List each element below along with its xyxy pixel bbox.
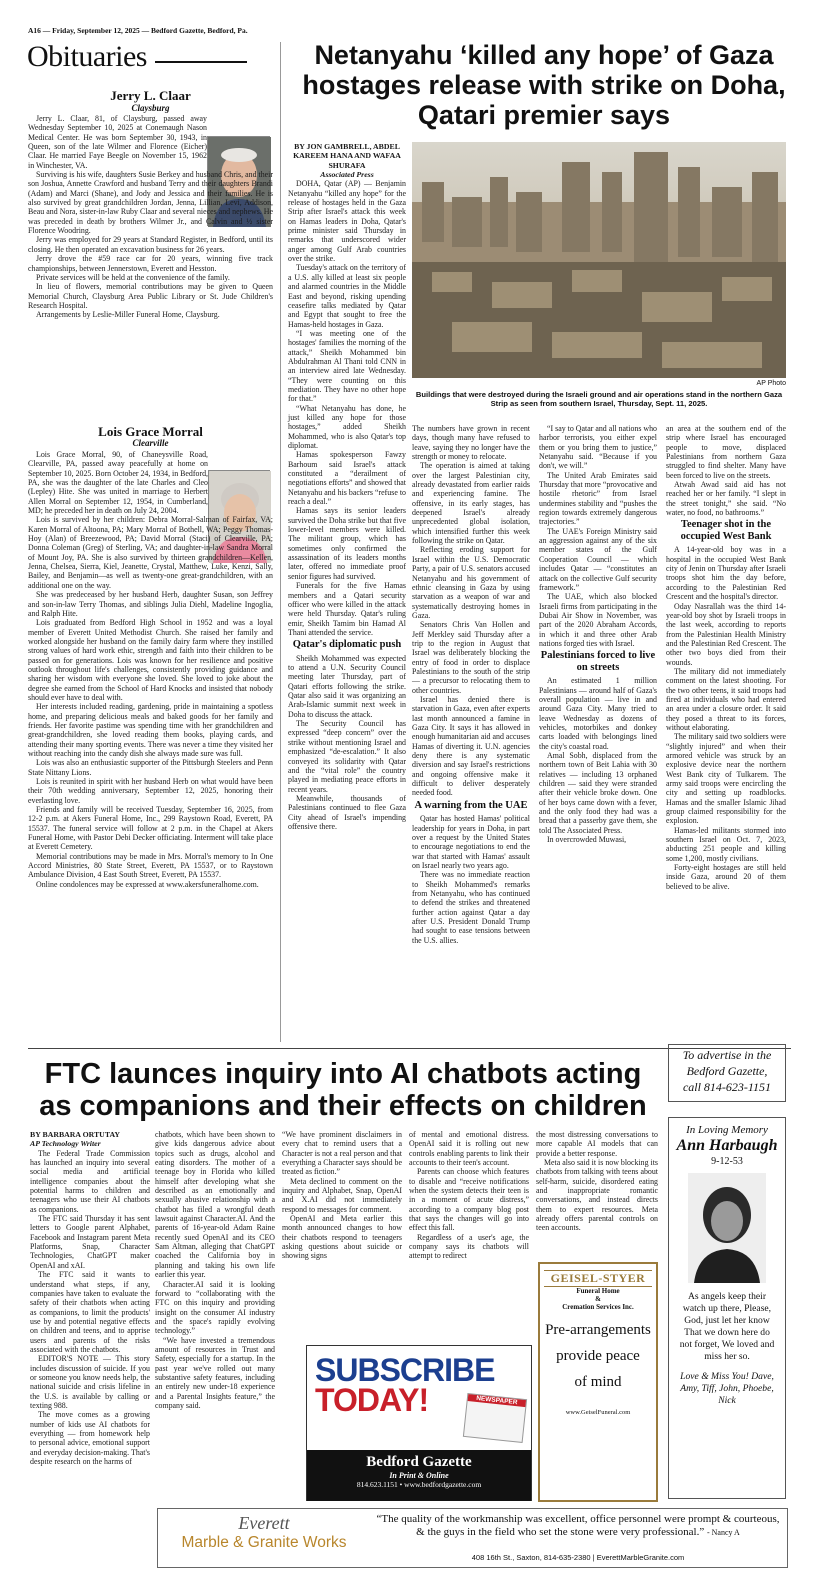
newspaper-graphic: [463, 1393, 527, 1443]
obit-body-morral: Lois Grace Morral, 90, of Chaneysville Road, Clearville, PA, passed away peacefully at home on September 10, 2025. Born October 24, 1934, in Bedford, PA, she was the daughter of the late Charles and Cleo (Lepley) Hite. She was united in marriage to Herbert Allen Morral on September 12, 1954, in Cumberland, MD; he preceded her in death on July 24, 2004. Lois is survived by her children: Debra Morral-Salman of Fairfax, VA; Karen Morral of Altoona, PA; Mary Morral of Bothell, WA; Peggy Thomas-Hoy (Alan) of Breezewood, PA; David Morral (Staci) of Clearville, PA; Donna Coleman (Greg) of Sterling, VA; and daughter-in-law Sandra Morral of Mount Joy, PA. She is also survived by thirteen grandchildren—Kellen, Jenna, Chelsea, Sierra, Kiel, Jeanette, Crystal, Matthew, Luke, Kenzi, Sally, Bailey, and Benjamin—as well as twenty-one great-grandchildren, with an additional one on the way. She was predeceased by her husband Herb, daughter Susan, son Jeffrey and son-in-law Terry Thomas, and siblings Julia Diehl, Madeline Ingoglia, and Ralph Hite. Lois graduated from Bedford High School in 1952 and was a loyal member of Everett United Methodist Church. She raised her family and worked alongside her husband on the family dairy farm where they instilled strong values of hard work ethic, strength and faith into their children to be passed on for generations. Lois was known for her resilience and positive outlook throughout life's challenges, consistently providing guidance and sharing her wisdom with everyone she loved. She loved to joke about the degree she earned from the School of Hard Knocks and insisted that nobody should ever have to deal with. Her interests included reading, gardening, pride in maintaining a spotless home, and preparing delicious meals and baked goods for her family and friends. Her favorite pastime was spending time with her grandchildren and great-grandchildren, she loved reading them books, playing cards, and attending their many sporting events. There was never a time they visited her without reaching into the candy dish she always made sure was full. Lois was also an enthusiastic supporter of the Pittsburgh Steelers and Penn State Nittany Lions. Lois is reunited in spirit with her husband Herb on what would have been their 70th wedding anniversary, September 12, 2025, honoring their everlasting love. Friends and family will be received Tuesday, September 16, 2025, from 12-2 p.m. at Akers Funeral Home, Inc., 299 Raystown Road, Everett, PA 15537. The funeral service will follow at 2 p.m. in the Chapel at Akers Funeral Home, with Pastor Debi Decker officiating. Interment will take place at Everett Cemetery. Memorial contributions may be made in Mrs. Morral's memory to In One Accord Ministries, 80 State Street, Everett, PA 15537, or to Raystown Ambulance Division, 4 East South Street, Everett, PA 15537. Online condolences may be expressed at www.akersfuneralhome.com.: [28, 450, 273, 889]
obit-town-morral: Clearville: [132, 438, 169, 448]
story2-col2: chatbots, which have been shown to give kids dangerous advice about topics such as drugs, alcohol and eating disorders. The mother of a teenage boy in Florida who killed himself after developing what she described as an emotionally and sexually abusive relationship with a chatbot has filed a wrongful death lawsuit against Character.AI. And the parents of 16-year-old Adam Raine recently sued OpenAI and its CEO Sam Altman, alleging that ChatGPT coached the California boy in planning and taking his own life earlier this year. Character.AI said it is looking forward to “collaborating with the FTC on this inquiry and providing insight on the consumer AI industry and the space's rapidly evolving technology.” “We have invested a tremendous amount of resources in Trust and Safety, especially for a startup. In the past year we've rolled out many substantive safety features, including an entirely new under-18 experience and a Parental Insights feature,” the company said.: [155, 1130, 275, 1410]
marble-name: Marble & Granite Works: [181, 1534, 347, 1551]
story1-headline: Netanyahu ‘killed any hope’ of Gaza hostages release with strike on Doha, Qatari premier says: [302, 40, 786, 130]
memory-title: In Loving Memory: [686, 1124, 768, 1136]
subscribe-word: SUBSCRIBE: [315, 1352, 495, 1388]
section-title: Obituaries: [27, 40, 277, 72]
marble-quote: “The quality of the workmanship was excellent, office personnel were prompt & courteous, & the guys in the field who set the stone were very professional.”: [376, 1513, 780, 1538]
story2-col1: BY BARBARA ORTUTAY AP Technology Writer The Federal Trade Commission has launched an inquiry into several social media and artificial intelligence companies about the potential harms to children and teenagers who use their AI chatbots as companions. The FTC said Thursday it has sent letters to Google parent Alphabet, Facebook and Instagram parent Meta Platforms, Snap, Character Technologies, ChatGPT maker OpenAI and xAI. The FTC said it wants to understand what steps, if any, companies have taken to evaluate the safety of their chatbots when acting as companions, to limit the products' use by and potential negative effects on children and teens, and to apprise users and parents of the risks associated with the chatbots. EDITOR'S NOTE — This story includes discussion of suicide. If you or someone you know needs help, the national suicide and crisis lifeline in the U.S. is available by calling or texting 988. The move comes as a growing number of kids use AI chatbots for everything — from homework help to personal advice, emotional support and everyday decision-making. That's despite research on the harms of: [30, 1130, 150, 1467]
gazette-print-online: In Print & Online: [389, 1471, 449, 1480]
geisel-line3: of mind: [574, 1374, 622, 1390]
obit-town-claar: Claysburg: [131, 103, 170, 113]
gaza-photo: [412, 142, 786, 378]
advertise-line2: Bedford Gazette,: [686, 1064, 768, 1078]
story2-headline: FTC launces inquiry into AI chatbots acting as companions and their effects on children: [39, 1058, 647, 1122]
memory-photo: [688, 1173, 766, 1283]
gazette-contact: 814.623.1151 • www.bedfordgazette.com: [356, 1480, 482, 1489]
story2-col4: of mental and emotional distress. OpenAI said it is rolling out new controls enabling parents to link their accounts to their teen's account. Parents can choose which features to disable and “receive notifications when the system detects their teen is in a moment of acute distress,” according to a company blog post that says the changes will go into effect this fall. Regardless of a user's age, the company says its chatbots will attempt to redirect: [409, 1130, 529, 1261]
gazette-logo: Bedford Gazette: [366, 1454, 472, 1470]
marble-script: Everett: [238, 1513, 290, 1533]
story1-col4: an area at the southern end of the strip where Israel has encouraged people to move, displaced Palestinians from northern Gaza struggled to find shelter. Many have been forced to live on the streets. Atwah Awad said aid has not reached her or her family. “I slept in the street tonight,” she said. “No water, no food, no bathrooms.” Teenager shot in the occupied West Bank A 14-year-old boy was in a hospital in the occupied West Bank city of Jenin on Thursday after Israeli troops shot him the day before, according to the Palestinian Red Crescent and the hospital's director. Oday Nasrallah was the third 14-year-old boy shot by Israeli troops in the last week, according to reports from the Palestinian Health Ministry and the Palestinian Red Crescent. The other two boys died from their wounds. The military did not immediately comment on the latest shooting. For the two other teens, it said troops had fired at individuals who had entered an area under a closure order. It said they posed a threat to its forces, without elaborating. The military said two soldiers were “slightly injured” and when their armored vehicle was struck by an explosive device near the northern West Bank city of Tulkarem. The army said troops were encircling the city and setting up roadblocks. Hamas and the smaller Islamic Jihad group claimed responsibility for the explosion. Hamas-led militants stormed into southern Israel on Oct. 7, 2023, abducting 251 people and killing some 1,200, mostly civilians. Forty-eight hostages are still held inside Gaza, around 20 of them believed to be alive.: [666, 424, 786, 891]
memory-name: Ann Harbaugh: [676, 1137, 778, 1154]
obit-body-claar: Jerry L. Claar, 81, of Claysburg, passed away Wednesday September 10, 2025 at Conemaugh Nason Medical Center. He was born September 30, 1943, in Queen, son of the late Wilmer and Florence (Eicher) Claar. He married Faye Beegle on November 15, 1962 in Winchester, VA. Surviving is his wife, daughters Susie Berkey and husband Chris, and their son Joshua, Annette Crawford and husband Terry and their daughters Brandi (Adam) and Marci (Shane), and Jody and Jessica and their families. He is also survived by great grandchildren Jordan, Jenna, Lillian, Levi, Addison, Beau and Nora, sister-in-law Ruby Claar and several nieces and nephews. He was preceded in death by brothers Wilmer Jr., and Calvin and ½ sister Florence Woodring. Jerry was employed for 29 years at Standard Register, in Bedford, until its closing. He then operated an excavation business for 26 years. Jerry drove the #59 race car for 20 years, winning five track championships, between Jennerstown, Everett and Hesston. Private services will be held at the convenience of the family. In lieu of flowers, memorial contributions may be given to Queen Memorial Church, Claysburg Area Public Library or St. Jude Children's Research Hospital. Arrangements by Leslie-Miller Funeral Home, Claysburg.: [28, 114, 273, 320]
advertise-line1: To advertise in the: [682, 1048, 772, 1062]
memory-signature: Love & Miss You! Dave, Amy, Tiff, John, Phoebe, Nick: [680, 1371, 774, 1406]
geisel-url: www.GeiselFuneral.com: [565, 1409, 631, 1416]
memory-poem: As angels keep their watch up there, Please, God, just let her know That we down here do not forget, We loved and miss her so.: [679, 1291, 775, 1362]
photo-caption: Buildings that were destroyed during the Israeli ground and air operations stand in the northern Gaza Strip as seen from southern Israel, Thursday, Sept. 11, 2025.: [415, 390, 783, 408]
marble-ad: [157, 1508, 788, 1568]
story2-col5: the most distressing conversations to more capable AI models that can provide a better response. Meta also said it is now blocking its chatbots from talking with teens about self-harm, suicide, disordered eating and inappropriate romantic conversations, and instead directs them to expert resources. Meta already offers parental controls on teen accounts.: [536, 1130, 658, 1233]
memory-ad: [668, 1117, 786, 1499]
marble-attrib: - Nancy A: [706, 1528, 740, 1537]
story1-col3: “I say to Qatar and all nations who harbor terrorists, you either expel them or you bring them to justice,” Netanyahu said. “Because if you don't, we will.” The United Arab Emirates said Thursday that more “provocative and hostile rhetoric” from Israel undermines stability and “pushes the region towards extremely dangerous trajectories.” The UAE's Foreign Ministry said an aggression against any of the six member states of the Gulf Cooperation Council — which includes Qatar — “constitutes an attack on the collective Gulf security framework.” The UAE, which also blocked Israeli firms from participating in the Dubai Air Show in November, was part of the 2020 Abraham Accords, in which it and three other Arab nations forged ties with Israel. Palestinians forced to live on streets An estimated 1 million Palestinians — around half of Gaza's overall population — live in and around Gaza City. Many tried to leave Wednesday as dozens of vehicles, motorbikes and donkey carts loaded with belongings lined the city's coastal road. Amal Sobh, displaced from the northern town of Beit Lahia with 30 relatives — including 13 orphaned children — said they were stranded after their vehicle broke down. One of her boys came down with a fever, and the only food they had was a bread that a passerby gave them, she told The Associated Press. In overcrowded Muwasi,: [539, 424, 657, 845]
advertise-phone: call 814-623-1151: [682, 1080, 772, 1094]
geisel-sub3: Cremation Services Inc.: [562, 1303, 634, 1311]
geisel-line1: Pre-arrangements: [545, 1322, 651, 1338]
story1-col2: The numbers have grown in recent days, though many have refused to leave, saying they no longer have the strength or money to relocate. The operation is aimed at taking over the largest Palestinian city, already devastated from earlier raids and experiencing famine. The offensive, in its early stages, has deepened Israel's already unprecedented global isolation, which intensified further this week following the strike on Qatar. Reflecting eroding support for Israel within the U.S. Democratic Party, a pair of U.S. senators accused Netanyahu and his government of ethnic cleansing in Gaza by using starvation as a weapon of war and systematically destroying homes in Gaza. Senators Chris Van Hollen and Jeff Merkley said Thursday after a trip to the region in August that Israel was deliberately blocking the entry of food in order to displace Palestinians to the south of the strip — a precursor to relocating them to other countries. Israel has denied there is starvation in Gaza, even after experts last month announced a famine in Gaza City. It says it has allowed in enough humanitarian aid and accuses Hamas of diverting it. U.N. agencies deny there is any systematic diversion and say Israel's restrictions and ongoing offensive make it difficult to deliver desperately needed food. A warning from the UAE Qatar has hosted Hamas' political leadership for years in Doha, in part over a request by the United States to encourage negotiations to end the war that started with Hamas' assault on Israel nearly two years ago. There was no immediate reaction to Sheikh Mohammed's remarks from Netanyahu, who has continued to defend the strikes and threatened further action against Qatar a day after U.S. President Donald Trump had sought to ease tensions between the U.S. allies.: [412, 424, 530, 945]
story1-col1: BY JON GAMBRELL, ABDEL KAREEM HANA AND WAFAA SHURAFA Associated Press DOHA, Qatar (AP) — Benjamin Netanyahu “killed any hope” for the release of hostages held in the Gaza Strip after Israel's attack this week on Hamas leaders in Doha, Qatar's prime minister said Thursday in remarks that underscored wider anger among Gulf Arab countries over the strike. Tuesday's attack on the territory of a U.S. ally killed at least six people and alarmed countries in the Middle East and beyond, risking upending ceasefire talks mediated by Qatar and Egypt that sought to free the Hamas-held hostages in Gaza. “I was meeting one of the hostages' families the morning of the attack,” Sheikh Mohammed bin Abdulrahman Al Thani told CNN in an interview aired late Wednesday. “They were counting on this mediation. They have no other hope for that.” “What Netanyahu has done, he just killed any hope for those hostages,” added Sheikh Mohammed, who is also Qatar's top diplomat. Hamas spokesperson Fawzy Barhoum said Israel's attack constituted a “derailment of negotiations efforts” and showed that Netanyahu and his backers “refuse to reach a deal.” Hamas says its senior leaders survived the Doha strike but that five lower-level members were killed. The militant group, which has sometimes only confirmed the assassination of its leaders months later, offered no immediate proof senior figures had survived. Funerals for the five Hamas members and a Qatari security officer who were killed in the attack were held Thursday. Qatar's ruling emir, Sheikh Tamim bin Hamad Al Thani attended the service. Qatar's diplomatic push Sheikh Mohammed was expected to attend a U.N. Security Council meeting later Thursday, part of Qatari efforts following the strike. Qatar also said it was organizing an Arab-Islamic summit next week in Doha to discuss the attack. The Security Council has expressed “deep concern” over the strike without mentioning Israel and emphasized “de-escalation.” It also conveyed its solidarity with Qatar and the “vital role” the country played in mediating peace efforts in recent years. Meanwhile, thousands of Palestinians continued to flee Gaza City ahead of Israel's impending offensive there.: [288, 142, 406, 831]
geisel-logo: GEISEL-STYER: [544, 1270, 652, 1287]
today-word: TODAY!: [315, 1382, 429, 1418]
geisel-line2: provide peace: [556, 1348, 640, 1364]
geisel-styer-ad: [538, 1262, 658, 1502]
newspaper-label: NEWSPAPER: [468, 1394, 526, 1407]
marble-contact: 408 16th St., Saxton, 814-635-2380 | EverettMarbleGranite.com: [471, 1553, 685, 1562]
advertise-box: [668, 1044, 786, 1102]
photo-credit: AP Photo: [756, 380, 786, 387]
subscribe-ad: [306, 1345, 532, 1501]
obit-name-claar: Jerry L. Claar: [110, 88, 191, 103]
folio: A16 — Friday, September 12, 2025 — Bedford Gazette, Bedford, Pa.: [28, 26, 248, 35]
geisel-sub1: Funeral Home: [576, 1287, 620, 1295]
obit-name-morral: Lois Grace Morral: [98, 424, 203, 439]
memory-date: 9-12-53: [711, 1156, 743, 1167]
story2-col3: “We have prominent disclaimers in every chat to remind users that a Character is not a real person and that everything a Character says should be treated as fiction.” Meta declined to comment on the inquiry and Alphabet, Snap, OpenAI and X.AI did not immediately respond to messages for comment. OpenAI and Meta earlier this month announced changes to how their chatbots respond to teenagers asking questions about suicide or showing signs: [282, 1130, 402, 1261]
geisel-sub2: &: [595, 1295, 601, 1303]
